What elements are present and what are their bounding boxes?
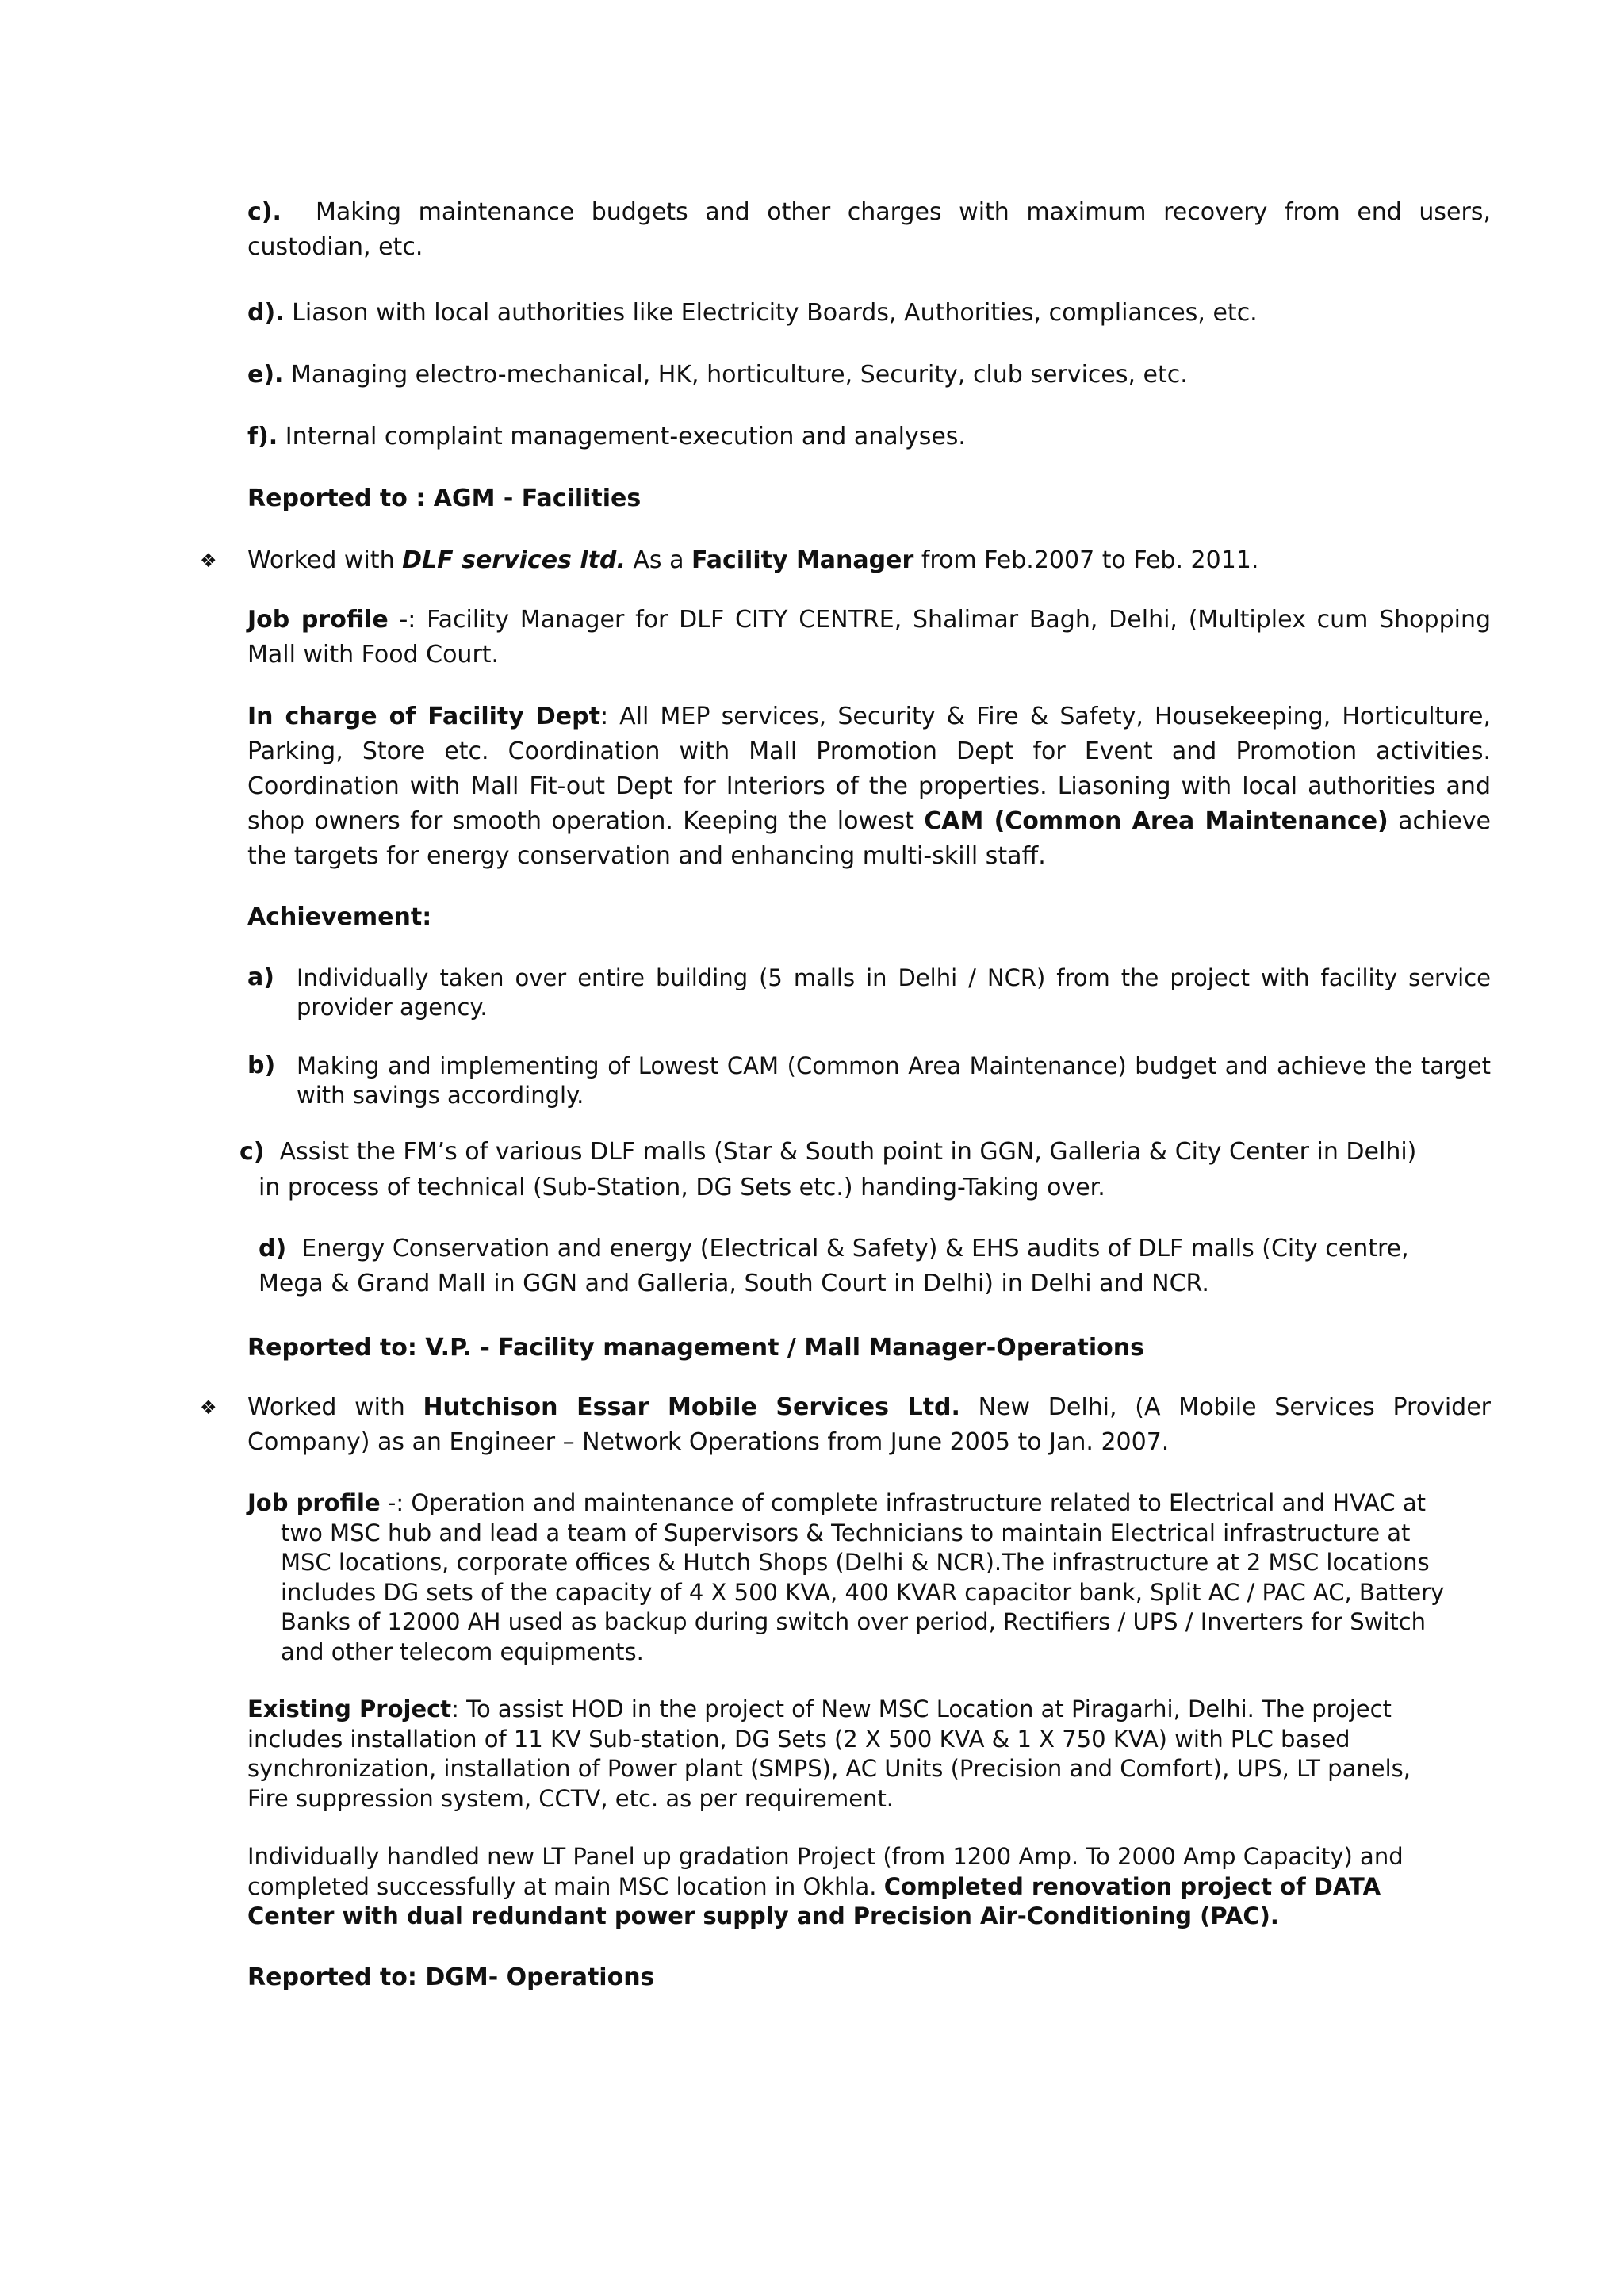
achievement-a: Individually taken over entire building (5 malls in Delhi / NCR) from the project with facility service provider agency. bbox=[297, 964, 1491, 1021]
achievement-a-label: a) bbox=[247, 964, 274, 991]
hutch-existing-project: Existing Project: To assist HOD in the project of New MSC Location at Piragarhi, Delhi. The project includes installation of 11 KV Sub-station, DG Sets (2 X 500 KVA & 1 X 750 KVA) with PLC based synchronization, installation of Power plant (SMPS), AC Units (Precision and Comfort), UPS, LT panels, Fire suppression system, CCTV, etc. as per requirement. bbox=[247, 1695, 1411, 1812]
reported-to-dgm: Reported to: DGM- Operations bbox=[247, 1964, 655, 1991]
hutch-job-profile: Job profile -: Operation and maintenance of complete infrastructure related to Electrical and HVAC at two MSC hub and lead a team of Supervisors & Technicians to maintain Electrical infrastructure at MSC locations, corporate offices & Hutch Shops (Delhi & NCR).The infrastructure at 2 MSC locations includes DG sets of the capacity of 4 X 500 KVA, 400 KVAR capacitor bank, Split AC / PAC AC, Battery Banks of 12000 AH used as backup during switch over period, Rectifiers / UPS / Inverters for Switch and other telecom equipments. bbox=[247, 1489, 1445, 1665]
diamond-bullet-icon: ❖ bbox=[200, 1397, 217, 1419]
duty-e: e). Managing electro-mechanical, HK, horticulture, Security, club services, etc. bbox=[247, 361, 1188, 389]
reported-to-agm: Reported to : AGM - Facilities bbox=[247, 485, 642, 512]
hutch-lt-panel: Individually handled new LT Panel up gradation Project (from 1200 Amp. To 2000 Amp Capacity) and completed successfully at main MSC location in Okhla. Completed renovation project of DATA Center with dual redundant power supply and Precision Air-Conditioning (PAC). bbox=[247, 1843, 1404, 1929]
hutch-intro: Worked with Hutchison Essar Mobile Services Ltd. New Delhi, (A Mobile Services Provider Company) as an Engineer – Network Operations from June 2005 to Jan. 2007. bbox=[247, 1393, 1491, 1456]
reported-to-vp: Reported to: V.P. - Facility management / Mall Manager-Operations bbox=[247, 1334, 1145, 1362]
diamond-bullet-icon: ❖ bbox=[200, 550, 217, 572]
achievement-c: c) Assist the FM’s of various DLF malls (Star & South point in GGN, Galleria & City Center in Delhi) bbox=[239, 1138, 1417, 1166]
dlf-intro: Worked with DLF services ltd. As a Facility Manager from Feb.2007 to Feb. 2011. bbox=[247, 546, 1259, 574]
achievement-c-cont: in process of technical (Sub-Station, DG Sets etc.) handing-Taking over. bbox=[259, 1174, 1105, 1201]
achievement-d: d) Energy Conservation and energy (Electrical & Safety) & EHS audits of DLF malls (City centre, bbox=[259, 1235, 1409, 1262]
dlf-in-charge: In charge of Facility Dept: All MEP services, Security & Fire & Safety, Housekeeping, Horticulture, Parking, Store etc. Coordination with Mall Promotion Dept for Event and Promotion activities. Coordination with Mall Fit-out Dept for Interiors of the properties. Liasoning with local authorities and shop owners for smooth operation. Keeping the lowest CAM (Common Area Maintenance) achieve the targets for energy conservation and enhancing multi-skill staff. bbox=[247, 703, 1492, 870]
duty-f: f). Internal complaint management-execution and analyses. bbox=[247, 423, 966, 450]
achievement-d-cont: Mega & Grand Mall in GGN and Galleria, South Court in Delhi) in Delhi and NCR. bbox=[259, 1270, 1209, 1297]
duty-d: d). Liason with local authorities like Electricity Boards, Authorities, compliances, etc. bbox=[247, 299, 1258, 327]
achievement-b: Making and implementing of Lowest CAM (Common Area Maintenance) budget and achieve the target with savings accordingly. bbox=[297, 1052, 1491, 1109]
achievement-heading: Achievement: bbox=[247, 903, 432, 931]
achievement-b-label: b) bbox=[247, 1052, 276, 1079]
dlf-job-profile: Job profile -: Facility Manager for DLF CITY CENTRE, Shalimar Bagh, Delhi, (Multiplex cum Shopping Mall with Food Court. bbox=[247, 606, 1491, 669]
duty-c: c). Making maintenance budgets and other charges with maximum recovery from end users, custodian, etc. bbox=[247, 198, 1491, 261]
